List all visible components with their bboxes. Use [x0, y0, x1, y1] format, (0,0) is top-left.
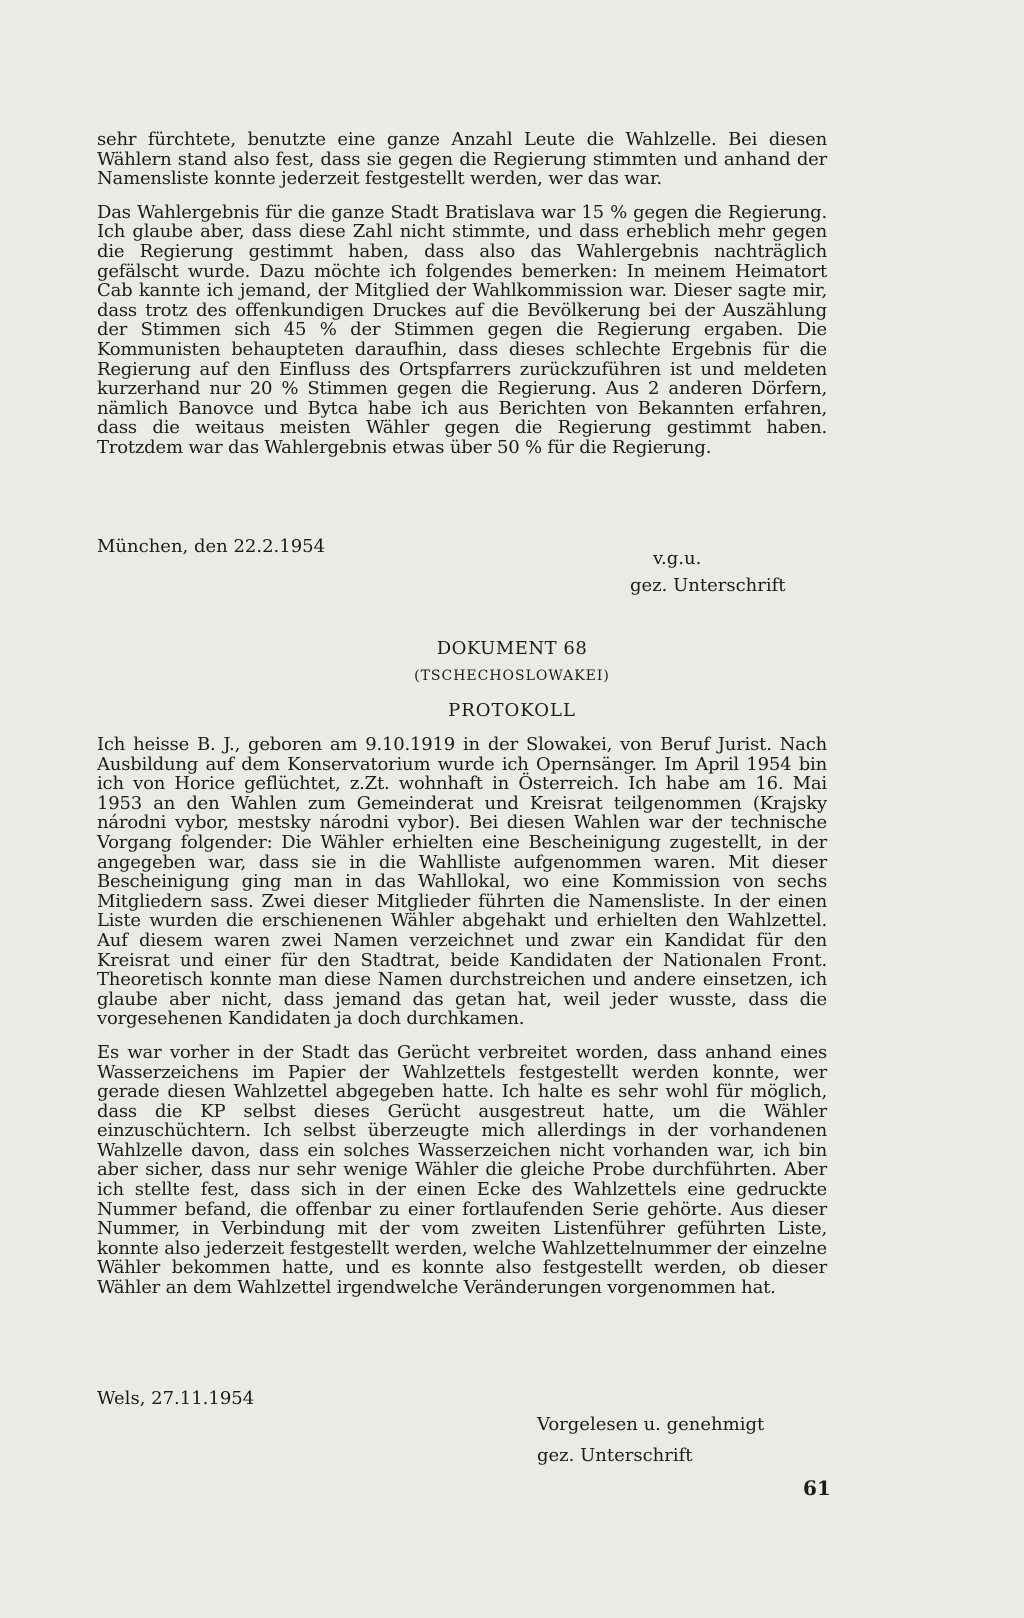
signature: gez. Unterschrift: [537, 1445, 693, 1466]
place-date: Wels, 27.11.1954: [97, 1388, 255, 1409]
paragraph: sehr fürchtete, benutzte eine ganze Anzahl Leute die Wahlzelle. Bei diesen Wählern stand also fest, dass sie gegen die Regierung stimmten und anhand der Namensliste konnte jederzeit festgestellt werden, wer das war.: [97, 129, 827, 190]
place-date: München, den 22.2.1954: [97, 536, 326, 557]
protocol-text: [97, 735, 827, 1312]
paragraph: Ich heisse B. J., geboren am 9.10.1919 in der Slowakei, von Beruf Jurist. Nach Ausbildung auf dem Konservatorium wurde ich Opernsänger. Im April 1954 bin ich von Horice geflüchtet, z.Zt. wohnhaft in Österreich. Ich habe am 16. Mai 1953 an den Wahlen zum Gemeinderat und Kreisrat teilgenommen (Krajsky národni vybor, mestsky národni vybor). Bei diesen Wahlen war der technische Vorgang folgender: Die Wähler erhielten eine Bescheinigung zugestellt, in der angegeben war, dass sie in die Wahlliste aufgenommen waren. Mit dieser Bescheinigung ging man in das Wahllokal, wo eine Kommission von sechs Mitgliedern sass. Zwei dieser Mitglieder führten die Namensliste. In der einen Liste wurden die erschienenen Wähler abgehakt und erhielten den Wahlzettel. Auf diesem waren zwei Namen verzeichnet und zwar ein Kandidat für den Kreisrat und einer für den Stadtrat, beide Kandidaten der Nationalen Front. Theoretisch konnte man diese Namen durchstreichen und andere einsetzen, ich glaube aber nicht, dass jemand das getan hat, weil jeder wusste, dass die vorgesehenen Kandidaten ja doch durchkamen.: [97, 734, 827, 1030]
intro-text: [97, 130, 827, 472]
signature: gez. Unterschrift: [630, 575, 786, 596]
document-title: DOKUMENT 68: [436, 638, 588, 659]
paragraph: Das Wahlergebnis für die ganze Stadt Bratislava war 15 % gegen die Regierung. Ich glaube aber, dass diese Zahl nicht stimmte, und dass erheblich mehr gegen die Regierung gestimmt haben, dass also das Wahlergebnis nachträglich gefälscht wurde. Dazu möchte ich folgendes bemerken: In meinem Heimatort Cab kannte ich jemand, der Mitglied der Wahlkommission war. Dieser sagte mir, dass trotz des offenkundigen Druckes auf die Bevölkerung bei der Auszählung der Stimmen sich 45 % der Stimmen gegen die Regierung ergaben. Die Kommunisten behaupteten daraufhin, dass dieses schlechte Ergebnis für die Regierung auf den Einfluss des Ortspfarrers zurückzuführen ist und meldeten kurzerhand nur 20 % Stimmen gegen die Regierung. Aus 2 anderen Dörfern, nämlich Banovce und Bytca habe ich aus Berichten von Bekannten erfahren, dass die weitaus meisten Wähler gegen die Regierung gestimmt haben. Trotzdem war das Wahlergebnis etwas über 50 % für die Regierung.: [97, 201, 827, 458]
attestation: Vorgelesen u. genehmigt: [537, 1414, 765, 1435]
page-number: 61: [803, 1476, 831, 1500]
document-country: (TSCHECHOSLOWAKEI): [414, 668, 610, 684]
protocol-heading: PROTOKOLL: [448, 700, 576, 721]
attestation: v.g.u.: [653, 548, 702, 569]
paragraph: Es war vorher in der Stadt das Gerücht verbreitet worden, dass anhand eines Wasserzeichens im Papier der Wahlzettels festgestellt werden konnte, wer gerade diesen Wahlzettel abgegeben hatte. Ich halte es sehr wohl für möglich, dass die KP selbst dieses Gerücht ausgestreut hatte, um die Wähler einzuschüchtern. Ich selbst überzeugte mich allerdings in der vorhandenen Wahlzelle davon, dass ein solches Wasserzeichen nicht vorhanden war, ich bin aber sicher, dass nur sehr wenige Wähler die gleiche Probe durchführten. Aber ich stellte fest, dass sich in der einen Ecke des Wahlzettels eine gedruckte Nummer befand, die offenbar zu einer fortlaufenden Serie gehörte. Aus dieser Nummer, in Verbindung mit der vom zweiten Listenführer geführten Liste, konnte also jederzeit festgestellt werden, welche Wahlzettelnummer der einzelne Wähler bekommen hatte, und es konnte also festgestellt werden, ob dieser Wähler an dem Wahlzettel irgendwelche Veränderungen vorgenommen hat.: [97, 1041, 827, 1299]
